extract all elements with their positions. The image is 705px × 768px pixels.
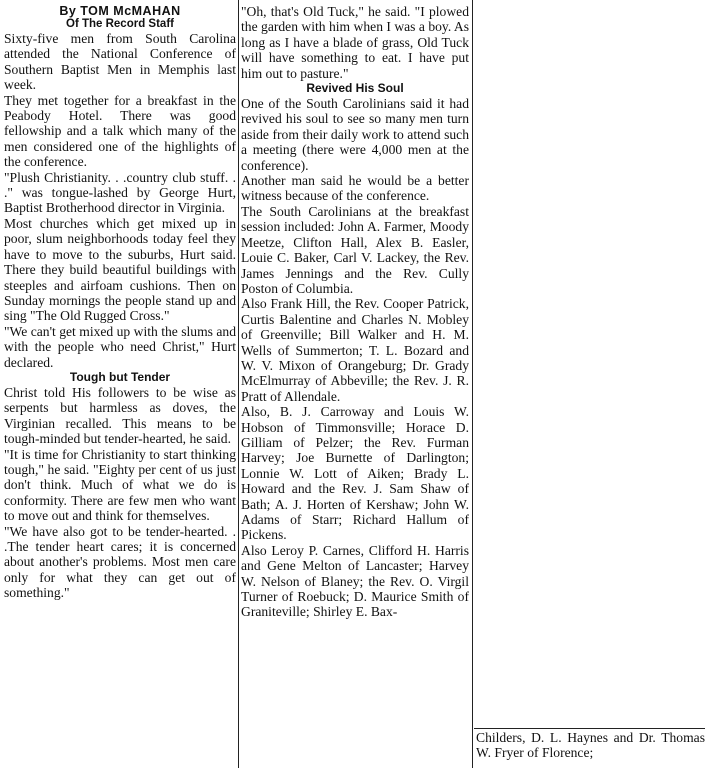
column-rule-top xyxy=(474,728,705,729)
paragraph: "Plush Christianity. . .country club stuff. . ." was tongue-lashed by George Hurt, Baptist Brotherhood director in Virginia. xyxy=(4,169,236,216)
paragraph: Christ told His followers to be wise as serpents but harmless as doves, the Virginian recalled. This means to be tough-minded but tender-hearted, he said. xyxy=(4,384,236,447)
article-column-1 xyxy=(4,4,236,768)
subhead-revived-his-soul: Revived His Soul xyxy=(306,81,404,96)
paragraph: Another man said he would be a better witness because of the conference. xyxy=(241,173,469,204)
paragraph: "It is time for Christianity to start thinking tough," he said. "Eighty per cent of us just don't think. Much of what we do is conformity. There are few men who want to move out and think for themselves. xyxy=(4,446,236,524)
paragraph: "We can't get mixed up with the slums and with the people who need Christ," Hurt declared. xyxy=(4,323,236,370)
byline: By TOM McMAHAN xyxy=(59,4,181,18)
paragraph: "We have also got to be tender-hearted. . .The tender heart cares; it is concerned about another's problems. Most men care only for what they can get out of something." xyxy=(4,523,236,601)
paragraph: The South Carolinians at the breakfast session included: John A. Farmer, Moody Meetze, Clifton Hall, Alex B. Easler, Louie C. Baker, Carl V. Lackey, the Rev. James Jennings and the Rev. Cully Poston of Columbia. xyxy=(241,203,469,296)
paragraph: Sixty-five men from South Carolina attended the National Conference of Southern Baptist Men in Memphis last week. xyxy=(4,31,236,93)
paragraph: Also Frank Hill, the Rev. Cooper Patrick, Curtis Balentine and Charles N. Mobley of Greenville; Bill Walker and H. M. Wells of Summerton; T. L. Bozard and W. V. Mixon of Orangeburg; Dr. Grady McElmurray of Abbeville; the Rev. J. R. Pratt of Allendale. xyxy=(241,296,469,404)
article-column-3 xyxy=(476,730,705,768)
paragraph: Childers, D. L. Haynes and Dr. Thomas W. Fryer of Florence; xyxy=(476,730,705,761)
paragraph: Also, B. J. Carroway and Louis W. Hobson of Timmonsville; Horace D. Gilliam of Pelzer; the Rev. Furman Harvey; Joe Burnette of Darlington; Lonnie W. Lott of Aiken; Brady L. Howard and the Rev. J. Sam Shaw of Bath; A. J. Horten of Kershaw; John W. Adams of Starr; Richard Hallum of Pickens. xyxy=(241,404,469,543)
paragraph: They met together for a breakfast in the Peabody Hotel. There was good fellowship and a talk which many of the men considered one of the highlights of the conference. xyxy=(4,92,236,170)
column-rule-left xyxy=(238,0,239,768)
paragraph: Also Leroy P. Carnes, Clifford H. Harris and Gene Melton of Lancaster; Harvey W. Nelson of Blaney; the Rev. O. Virgil Turner of Roebuck; D. Maurice Smith of Graniteville; Shirley E. Bax- xyxy=(241,542,469,620)
paragraph: Most churches which get mixed up in poor, slum neighborhoods today feel they have to move to the suburbs, Hurt said. There they build beautiful buildings with steeples and airfoam cushions. Then on Sunday mornings the people stand up and sing "The Old Rugged Cross." xyxy=(4,215,236,324)
staff-line: Of The Record Staff xyxy=(66,18,174,30)
subhead-tough-but-tender: Tough but Tender xyxy=(69,369,171,384)
article-column-2 xyxy=(241,4,469,768)
paragraph: One of the South Carolinians said it had revived his soul to see so many men turn aside from their daily work to attend such a meeting (there were 4,000 men at the conference). xyxy=(241,96,469,173)
column-rule-right xyxy=(472,0,473,768)
paragraph: "Oh, that's Old Tuck," he said. "I plowed the garden with him when I was a boy. As long as I have a blade of grass, Old Tuck will have something to eat. I have put him out to pasture." xyxy=(241,4,469,81)
